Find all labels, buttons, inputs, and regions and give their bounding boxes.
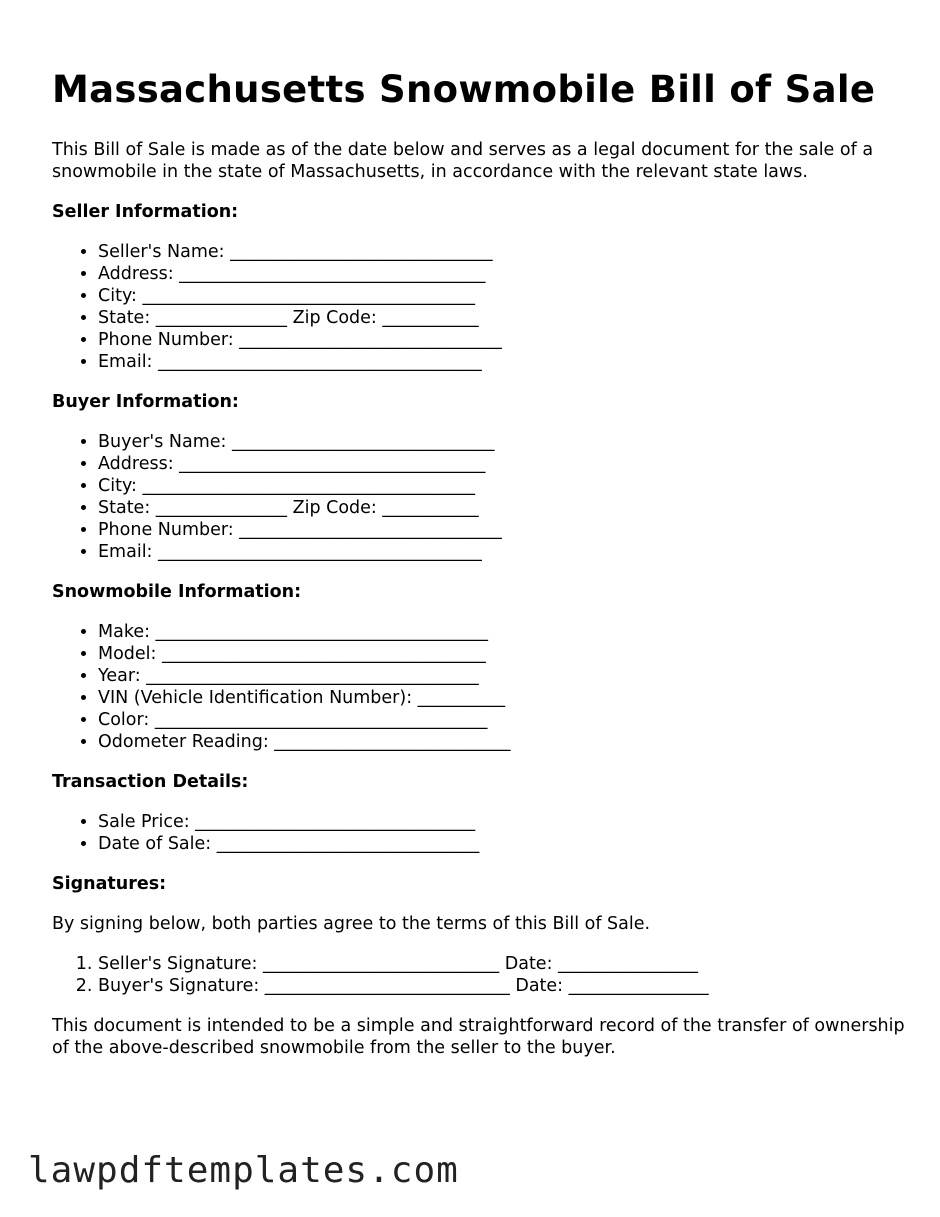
seller-field-list <box>52 241 912 373</box>
buyer-name-field: • Buyer's Name: ______________________________ <box>98 431 912 453</box>
model-field: • Model: _____________________________________ <box>98 643 912 665</box>
seller-address-field: • Address: ___________________________________ <box>98 263 912 285</box>
intro-paragraph: This Bill of Sale is made as of the date below and serves as a legal document for the sale of a snowmobile in the state of Massachusetts, in accordance with the relevant state laws. <box>52 140 874 182</box>
signature-list <box>52 953 912 997</box>
document-title: Massachusetts Snowmobile Bill of Sale <box>52 68 876 111</box>
snowmobile-section-heading: Snowmobile Information: <box>52 582 302 602</box>
buyer-field-list <box>52 431 912 563</box>
seller-city-field: • City: ______________________________________ <box>98 285 912 307</box>
odometer-field: • Odometer Reading: ___________________________ <box>98 731 912 753</box>
transaction-field-list <box>52 811 912 855</box>
signatures-intro: By signing below, both parties agree to the terms of this Bill of Sale. <box>52 914 651 934</box>
year-field: • Year: ______________________________________ <box>98 665 912 687</box>
document-page <box>52 60 912 1059</box>
transaction-section-heading: Transaction Details: <box>52 772 249 792</box>
buyer-email-field: • Email: _____________________________________ <box>98 541 912 563</box>
signatures-section-heading: Signatures: <box>52 874 167 894</box>
buyer-city-field: • City: ______________________________________ <box>98 475 912 497</box>
buyer-section-heading: Buyer Information: <box>52 392 239 412</box>
vin-field: • VIN (Vehicle Identification Number): __________ <box>98 687 912 709</box>
site-watermark: lawpdftemplates.com <box>28 1150 459 1191</box>
snowmobile-field-list <box>52 621 912 753</box>
seller-phone-field: • Phone Number: ______________________________ <box>98 329 912 351</box>
color-field: • Color: ______________________________________ <box>98 709 912 731</box>
buyer-state-zip-field: • State: _______________ Zip Code: ___________ <box>98 497 912 519</box>
seller-state-zip-field: • State: _______________ Zip Code: ___________ <box>98 307 912 329</box>
sale-date-field: • Date of Sale: ______________________________ <box>98 833 912 855</box>
seller-section-heading: Seller Information: <box>52 202 239 222</box>
buyer-phone-field: • Phone Number: ______________________________ <box>98 519 912 541</box>
closing-paragraph: This document is intended to be a simple and straightforward record of the transfer of ownership of the above-described snowmobile from the seller to the buyer. <box>52 1016 905 1058</box>
buyer-signature-line: 2. Buyer's Signature: ____________________________ Date: ________________ <box>98 975 912 997</box>
seller-signature-line: 1. Seller's Signature: ___________________________ Date: ________________ <box>98 953 912 975</box>
seller-name-field: • Seller's Name: ______________________________ <box>98 241 912 263</box>
buyer-address-field: • Address: ___________________________________ <box>98 453 912 475</box>
sale-price-field: • Sale Price: ________________________________ <box>98 811 912 833</box>
seller-email-field: • Email: _____________________________________ <box>98 351 912 373</box>
make-field: • Make: ______________________________________ <box>98 621 912 643</box>
